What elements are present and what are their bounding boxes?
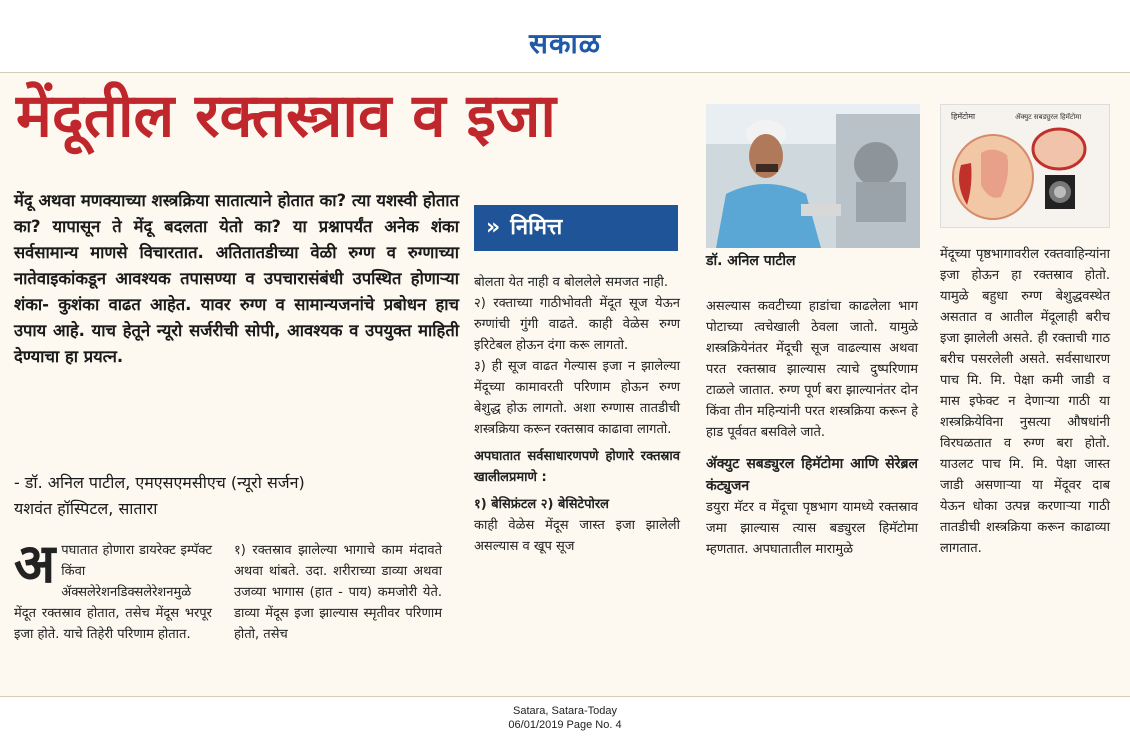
column-text: पघातात होणारा डायरेक्ट इम्पॅक्ट किंवा ॲक्सलेरेशनडिक्सलेरेशनमुळे मेंदूत रक्तस्राव होतात, तसेच मेंदूस भरपूर इजा होते. याचे तिहेरी परिणाम होतात. (14, 543, 212, 642)
byline-author: - डॉ. अनिल पाटील, एमएसएमसीएच (न्यूरो सर्जन) (14, 473, 305, 492)
article-column-4 (706, 296, 918, 560)
column-text: २) रक्ताच्या गाठीभोवती मेंदूत सूज येऊन रुग्णांची गुंगी वाढते. काही वेळेस रुग्ण इरिटेबल होऊन दंगा करू लागतो. (474, 296, 680, 353)
column-text: असल्यास कवटीच्या हाडांचा काढलेला भाग पोटाच्या त्वचेखाली ठेवला जातो. यामुळे शस्त्रक्रियेनंतर मेंदूची सूज वाढल्यास अथवा परत रक्तस्राव झाल्यास त्याचे दुष्परिणाम टाळले जातात. रुग्ण पूर्ण बरा झाल्यानंतर दोन किंवा तीन महिन्यांनी परत शस्त्रक्रिया करून हे हाड पूर्ववत बसविले जाते. (706, 299, 918, 440)
column-text: डयुरा मॅटर व मेंदूचा पृष्ठभाग यामध्ये रक्तस्राव जमा झाल्यास त्यास बड्युरल हिमॅटोमा म्हणतात. अपघातातील मारामुळे (706, 500, 918, 557)
column-text: मेंदूच्या पृष्ठभागावरील रक्तवाहिन्यांना इजा होऊन हा रक्तस्राव होतो. यामुळे बहुधा रुग्ण बेशुद्धवस्थेत असतात व आतील मेंदूलाही बरीच इजा झालेली असते. ही रक्ताची गाठ बरीच पसरलेली असते. सर्वसाधारण पाच मि. मि. पेक्षा कमी जाडी व मास इफेक्ट न देणाऱ्या गाठी या शस्त्रक्रियेविना नुसत्या औषधांनी विरघळतात व रुग्ण बरा होतो. याउलट पाच मि. मि. पेक्षा जास्त जाडी असणाऱ्या या मेंदूवर दाब येऊन धोका उत्पन्न करणाऱ्या गाठी तातडीची शस्त्रक्रिया करून काढाव्या लागतात. (940, 247, 1110, 556)
column-text: १) रक्तस्राव झालेल्या भागाचे काम मंदावते अथवा थांबते. उदा. शरीराच्या डाव्या अथवा उजव्या भागास (हात - पाय) कमजोरी येते. डाव्या मेंदूस इजा झाल्यास स्मृतीवर परिणाम होतो, तसेच (234, 543, 442, 642)
brain-diagram (940, 104, 1110, 228)
column-text: बोलता येत नाही व बोललेले समजत नाही. (474, 275, 669, 290)
subheading: ॲक्युट सबड्युरल हिमॅटोमा आणि सेरेब्रल कंट्युजन (706, 456, 918, 494)
footer-date-page: 06/01/2019 Page No. 4 (508, 719, 622, 731)
subheading: अपघातात सर्वसाधारणपणे होणारे रक्तस्राव खालीलप्रमाणे : (474, 449, 680, 485)
article-column-1 (14, 532, 212, 645)
photo-caption: डॉ. अनिल पाटील (706, 253, 796, 269)
article-column-3 (474, 272, 680, 557)
diagram-label-left: हिमॅटोमा (951, 112, 976, 121)
doctor-photo (706, 104, 920, 248)
page-title: मेंदूतील रक्तस्त्राव व इजा (16, 81, 556, 151)
diagram-label-right: ॲक्युट सबड्युरल हिमॅटोमा (1015, 113, 1082, 121)
intro-paragraph: मेंदू अथवा मणक्याच्या शस्त्रक्रिया सातात्याने होतात का? त्या यशस्वी होतात का? यापासून ते मेंदू बदलता येतो का? या प्रश्नापर्यंत अनेक शंका सर्वसामान्य माणसे विचारतात. अतितातडीच्या वेळी रुग्ण व रुग्णाच्या नातेवाइकांकडून आवश्यक तपासण्या व उपचारासंबंधी उपस्थित होणाऱ्या शंका- कुशंका वाढत आहेत. यावर रुग्ण व सामान्यजनांचे प्रबोधन हाच उपाय आहे. याच हेतूने न्यूरो सर्जरीची सोपी, आवश्यक व उपयुक्त माहिती देण्याचा हा प्रयत्न. (14, 191, 459, 366)
column-text: ३) ही सूज वाढत गेल्यास इजा न झालेल्या मेंदूच्या कामावरती परिणाम होऊन रुग्ण बेशुद्ध होऊ लागतो. अशा रुग्णास तातडीची शस्त्रक्रिया करून रक्तस्राव काढावा लागतो. (474, 359, 680, 437)
byline (14, 470, 459, 522)
article-column-5 (940, 244, 1110, 559)
section-label: निमित्त (510, 215, 563, 240)
column-text: काही वेळेस मेंदूस जास्त इजा झालेली असल्यास व खूप सूज (474, 518, 680, 554)
list-item: १) बेसिफ्रंटल २) बेसिटेपोरल (474, 497, 609, 512)
drop-cap: अ (14, 532, 56, 595)
byline-affiliation: यशवंत हॉस्पिटल, सातारा (14, 499, 158, 518)
page-footer (0, 704, 1130, 732)
article-column-2 (234, 540, 442, 645)
section-banner (474, 205, 678, 251)
masthead-logo: सकाळ (529, 27, 601, 60)
double-chevron-icon: » (486, 215, 501, 240)
footer-source: Satara, Satara-Today (513, 705, 617, 717)
